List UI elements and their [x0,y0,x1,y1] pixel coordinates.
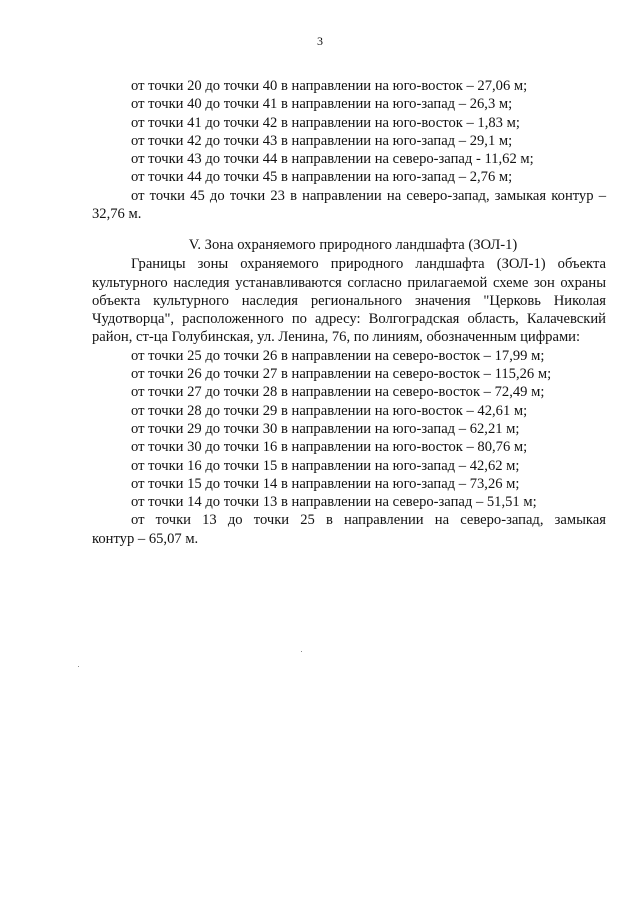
section-a-boundary-list [92,77,606,223]
boundary-line: от точки 44 до точки 45 в направлении на юго-запад – 2,76 м; [131,169,513,186]
section-b-zol1 [92,236,606,548]
boundary-line: от точки 16 до точки 15 в направлении на юго-запад – 42,62 м; [131,457,520,474]
boundary-line-closing: от точки 45 до точки 23 в направлении на северо-запад, замыкая контур – [131,187,606,204]
section-heading: V. Зона охраняемого природного ландшафта (ЗОЛ-1) [188,237,518,253]
page-number: 3 [317,34,323,48]
intro-paragraph-line: культурного наследия устанавливаются согласно прилагаемой схеме зон охраны [92,274,606,291]
boundary-line: от точки 30 до точки 16 в направлении на юго-восток – 80,76 м; [131,439,528,456]
boundary-line: от точки 29 до точки 30 в направлении на юго-запад – 62,21 м; [131,420,520,437]
boundary-line: от точки 25 до точки 26 в направлении на северо-восток – 17,99 м; [131,347,545,364]
boundary-line: от точки 15 до точки 14 в направлении на юго-запад – 73,26 м; [131,475,520,492]
boundary-line: от точки 27 до точки 28 в направлении на северо-восток – 72,49 м; [131,384,545,401]
intro-paragraph-line: Чудотворца", расположенного по адресу: Волгоградская область, Калачевский [92,311,606,328]
boundary-line-closing: от точки 13 до точки 25 в направлении на северо-запад, замыкая [131,512,606,529]
boundary-line: от точки 42 до точки 43 в направлении на юго-запад – 29,1 м; [131,132,513,149]
boundary-line: от точки 28 до точки 29 в направлении на юго-восток – 42,61 м; [131,402,528,419]
scan-speck [78,666,79,667]
boundary-line: от точки 20 до точки 40 в направлении на юго-восток – 27,06 м; [131,78,528,94]
boundary-line: от точки 41 до точки 42 в направлении на юго-восток – 1,83 м; [131,114,520,131]
boundary-line: от точки 43 до точки 44 в направлении на северо-запад - 11,62 м; [131,151,534,168]
intro-paragraph-line: объекта культурного наследия регионального значения "Церковь Николая [92,292,606,309]
scan-speck [301,651,302,652]
boundary-line-closing-continued: 32,76 м. [92,206,142,223]
intro-paragraph-line: Границы зоны охраняемого природного ландшафта (ЗОЛ-1) объекта [131,256,606,273]
intro-paragraph-line: район, ст-ца Голубинская, ул. Ленина, 76, по линиям, обозначенным цифрами: [92,329,581,346]
boundary-line-closing-continued: контур – 65,07 м. [92,530,199,547]
boundary-line: от точки 40 до точки 41 в направлении на юго-запад – 26,3 м; [131,96,513,113]
boundary-line: от точки 14 до точки 13 в направлении на северо-запад – 51,51 м; [131,494,537,511]
boundary-line: от точки 26 до точки 27 в направлении на северо-восток – 115,26 м; [131,366,552,383]
